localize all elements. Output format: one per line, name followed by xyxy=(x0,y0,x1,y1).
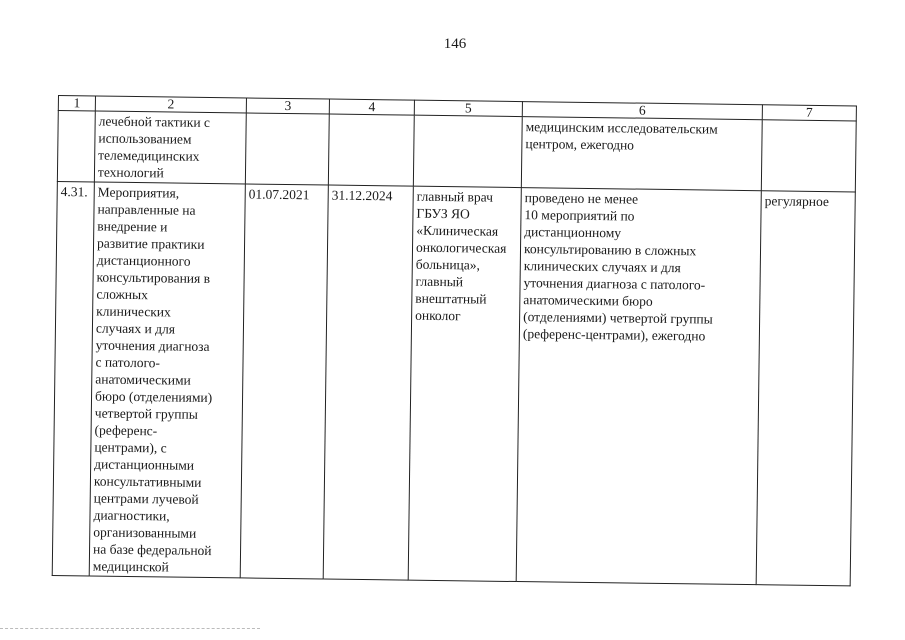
result-line: уточнения диагноза с патолого- xyxy=(523,275,706,293)
row-number: 4.31. xyxy=(52,181,94,575)
responsible-line: «Клиническая xyxy=(416,222,499,239)
responsible-line: главный врач xyxy=(416,188,494,205)
event-line: четвертой группы xyxy=(94,405,198,422)
responsible-line: больница», xyxy=(415,256,481,273)
event-line: случаях и для xyxy=(95,320,176,337)
table-row-4-31 xyxy=(52,181,855,585)
continuation-cell-event xyxy=(94,111,246,184)
continuation-event-line: технологий xyxy=(97,164,164,181)
column-number-5: 5 xyxy=(414,100,522,116)
continuation-cell-responsible xyxy=(413,115,522,187)
continuation-result-line: центром, ежегодно xyxy=(525,136,635,153)
event-line: организованными xyxy=(93,524,197,541)
result-line: проведено не менее xyxy=(524,190,639,207)
continuation-event-line: телемедицинских xyxy=(98,147,200,164)
scan-artifact-line xyxy=(0,628,260,629)
column-number-3: 3 xyxy=(246,98,329,114)
continuation-cell-start xyxy=(245,113,329,185)
result-line: клинических случаях и для xyxy=(523,258,681,276)
continuation-cell-end xyxy=(328,114,414,186)
column-number-7: 7 xyxy=(762,105,856,121)
event-line: диагностики, xyxy=(93,507,170,524)
responsible-line: главный xyxy=(415,273,464,290)
event-line: с патолого- xyxy=(95,354,161,371)
event-description xyxy=(89,182,245,578)
event-line: развитие практики xyxy=(96,235,205,252)
event-line: центрами лучевой xyxy=(93,490,199,507)
continuation-result-line: медицинским исследовательским xyxy=(525,119,718,137)
event-line: клинических xyxy=(96,303,171,320)
start-date: 01.07.2021 xyxy=(240,184,328,579)
column-number-6: 6 xyxy=(522,102,762,120)
event-line: сложных xyxy=(96,286,149,303)
responsible-line: онколог xyxy=(415,307,461,324)
column-number-4: 4 xyxy=(329,99,414,115)
event-line: на базе федеральной xyxy=(92,541,212,559)
continuation-event-line: использованием xyxy=(98,130,192,147)
result-line: (отделениями) четвертой группы xyxy=(523,309,713,327)
result-line: консультированию в сложных xyxy=(523,241,697,259)
continuation-cell-number xyxy=(57,111,95,182)
continuation-event-line: лечебной тактики с xyxy=(98,113,211,130)
event-line: консультирования в xyxy=(96,269,211,287)
event-line: центрами), с xyxy=(94,439,167,456)
result-line: анатомическими бюро xyxy=(523,292,653,309)
event-line: анатомическими xyxy=(95,371,191,388)
event-line: консультативными xyxy=(93,473,202,490)
event-line: медицинской xyxy=(92,558,169,575)
page-number: 146 xyxy=(443,36,467,52)
result-line: 10 мероприятий по xyxy=(524,207,635,224)
continuation-cell-result xyxy=(521,117,762,191)
result-line: (референс-центрами), ежегодно xyxy=(522,326,706,344)
event-line: бюро (отделениями) xyxy=(94,388,213,406)
responsible-executor xyxy=(408,186,521,581)
continuation-cell-periodicity xyxy=(761,120,856,192)
end-date: 31.12.2024 xyxy=(323,185,413,580)
event-line: внедрение и xyxy=(97,218,168,235)
column-number-1: 1 xyxy=(58,96,95,111)
event-line: Мероприятия, xyxy=(97,184,180,201)
expected-result xyxy=(516,188,761,585)
column-number-2: 2 xyxy=(95,96,246,113)
event-line: дистанционного xyxy=(96,252,191,269)
event-line: уточнения диагноза xyxy=(95,337,210,355)
result-line: дистанционному xyxy=(524,224,622,241)
responsible-line: ГБУЗ ЯО xyxy=(416,205,470,222)
event-line: (референс- xyxy=(94,422,158,439)
responsible-line: внештатный xyxy=(415,290,487,307)
plan-table xyxy=(52,95,857,586)
event-line: направленные на xyxy=(97,201,196,218)
continuation-row xyxy=(57,111,856,192)
responsible-line: онкологическая xyxy=(415,239,507,256)
event-line: дистанционными xyxy=(94,456,195,473)
periodicity: регулярное xyxy=(756,191,855,586)
